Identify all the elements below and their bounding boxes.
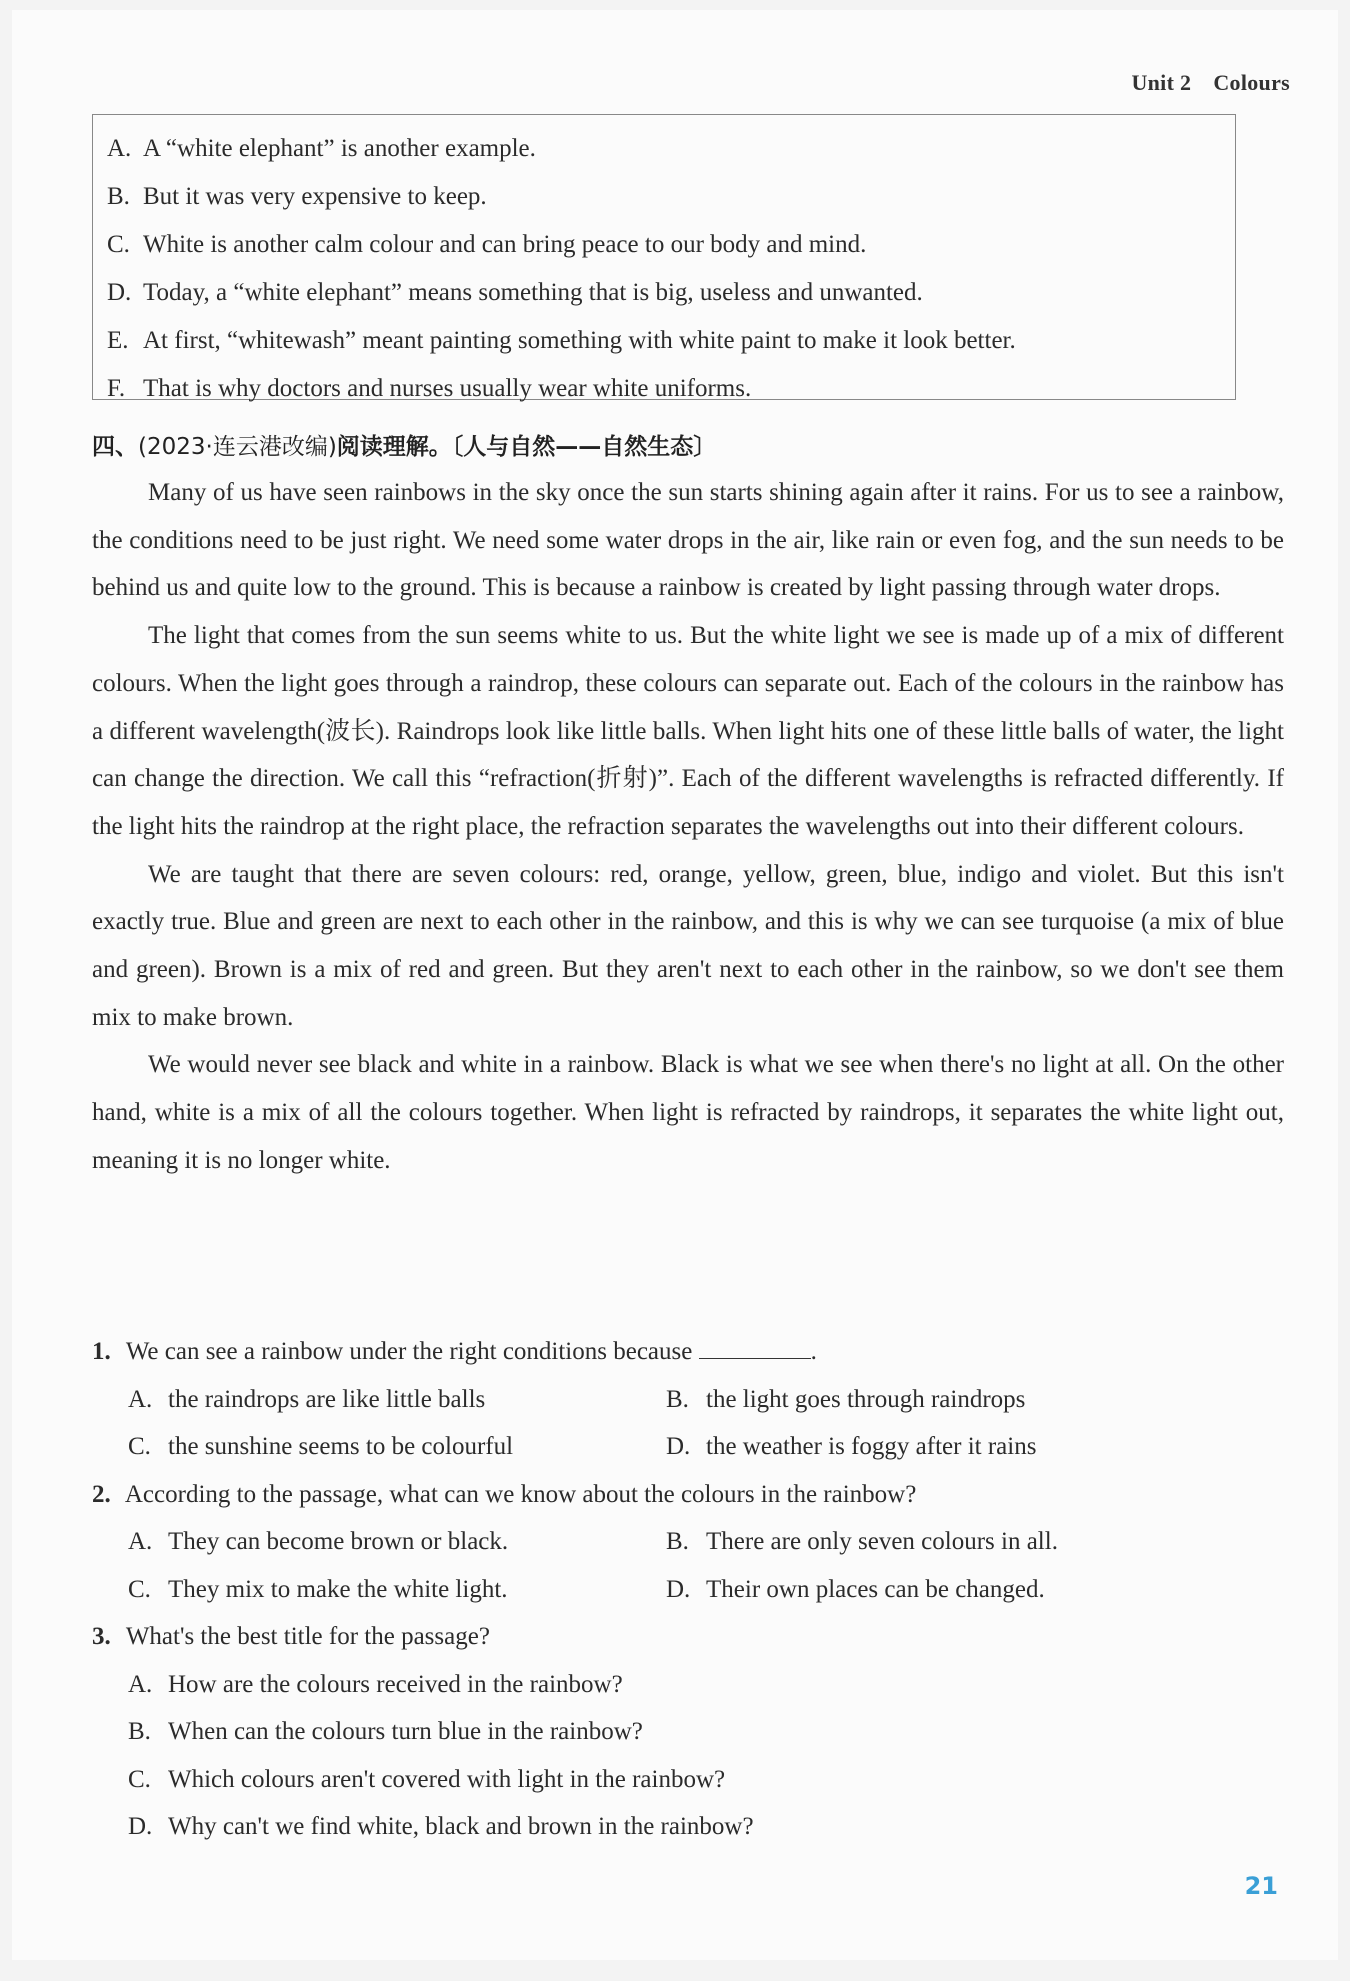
option-key: F.	[107, 375, 126, 402]
passage-paragraph: The light that comes from the sun seems white to us. But the white light we see is made up of a mix of different colours. When the light goes through a raindrop, these colours can separate out. Each of the colours in the rainbow has a different wavelength(波长). Raindrops look like little balls. When light hits one of these little balls of water, the light can change the direction. We call this “refraction(折射)”. Each of the different wavelengths is refracted differently. If the light hits the raindrop at the right place, the refraction separates the wavelengths out into their different colours.	[92, 622, 1284, 840]
passage-paragraph: We are taught that there are seven colours: red, orange, yellow, green, blue, indigo and violet. But this isn't exactly true. Blue and green are next to each other in the rainbow, and this is why we can see turquoise (a mix of blue and green). Brown is a mix of red and green. But they aren't next to each other in the rainbow, so we don't see them mix to make brown.	[92, 860, 1284, 1031]
question-number: 3.	[92, 1623, 111, 1650]
choice-key: D.	[666, 1433, 691, 1460]
choice-d[interactable]	[92, 1803, 1284, 1851]
option-key: A.	[107, 135, 132, 162]
choice-c[interactable]	[92, 1423, 666, 1471]
option-row	[107, 173, 1235, 221]
choice-text: They can become brown or black.	[168, 1528, 509, 1555]
choice-b[interactable]	[92, 1708, 1284, 1756]
page-header	[1131, 70, 1290, 96]
sentence-options-box	[92, 114, 1236, 400]
option-key: D.	[107, 279, 132, 306]
option-text: At first, “whitewash” meant painting something with white paint to make it look better.	[143, 327, 1016, 354]
choice-text: There are only seven colours in all.	[706, 1528, 1058, 1555]
question-number: 2.	[92, 1480, 111, 1508]
choice-text: Why can't we find white, black and brown in the rainbow?	[168, 1813, 754, 1840]
choice-text: the weather is foggy after it rains	[706, 1433, 1037, 1460]
option-row	[107, 125, 1235, 173]
choice-key: B.	[666, 1385, 689, 1413]
section-source: (2023·连云港改编)	[138, 434, 337, 460]
section-heading	[92, 428, 716, 461]
option-text: But it was very expensive to keep.	[143, 183, 487, 210]
choice-b[interactable]	[666, 1376, 1240, 1424]
choice-text: How are the colours received in the rainbow?	[168, 1670, 623, 1698]
option-key: E.	[107, 327, 129, 354]
options-row	[92, 1376, 1284, 1424]
option-key: B.	[107, 183, 130, 210]
options-row	[92, 1518, 1284, 1566]
choice-key: C.	[128, 1765, 151, 1793]
choice-text: When can the colours turn blue in the rainbow?	[168, 1718, 643, 1745]
section-main-title: 阅读理解。	[336, 434, 452, 460]
choice-key: B.	[666, 1528, 689, 1555]
choice-key: A.	[128, 1670, 153, 1698]
choice-text: Which colours aren't covered with light in the rainbow?	[168, 1765, 726, 1793]
choice-a[interactable]	[92, 1518, 666, 1566]
choice-text: the light goes through raindrops	[706, 1385, 1026, 1413]
answer-blank[interactable]	[699, 1338, 811, 1359]
unit-title: Colours	[1213, 70, 1290, 95]
choice-key: C.	[128, 1575, 151, 1603]
choice-key: D.	[666, 1575, 691, 1603]
passage-paragraph: Many of us have seen rainbows in the sky once the sun starts shining again after it rains. For us to see a rainbow, the conditions need to be just right. We need some water drops in the air, like rain or even fog, and the sun needs to be behind us and quite low to the ground. This is because a rainbow is created by light passing through water drops.	[92, 479, 1284, 602]
option-row	[107, 221, 1235, 269]
choice-key: D.	[128, 1813, 153, 1840]
option-text: Today, a “white elephant” means something that is big, useless and unwanted.	[143, 279, 923, 306]
option-text: That is why doctors and nurses usually wear white uniforms.	[143, 375, 752, 402]
option-text: A “white elephant” is another example.	[143, 135, 536, 162]
choice-a[interactable]	[92, 1376, 666, 1424]
choice-d[interactable]	[666, 1566, 1240, 1614]
choice-c[interactable]	[92, 1566, 666, 1614]
question-text: What's the best title for the passage?	[125, 1623, 490, 1650]
question-stem	[92, 1328, 1284, 1376]
choice-text: the raindrops are like little balls	[168, 1385, 486, 1413]
choice-c[interactable]	[92, 1756, 1284, 1804]
workbook-page	[12, 10, 1338, 1960]
options-row	[92, 1566, 1284, 1614]
choice-key: A.	[128, 1385, 153, 1413]
question-stem	[92, 1471, 1284, 1519]
choice-key: A.	[128, 1528, 153, 1555]
section-theme: 〔人与自然——自然生态〕	[451, 434, 717, 460]
option-key: C.	[107, 231, 130, 258]
choice-key: B.	[128, 1718, 151, 1745]
choice-key: C.	[128, 1433, 151, 1460]
question-text: According to the passage, what can we know about the colours in the rainbow?	[124, 1480, 917, 1508]
option-row	[107, 317, 1235, 365]
question-number: 1.	[92, 1338, 111, 1365]
section-prefix: 四、	[92, 434, 138, 460]
choice-a[interactable]	[92, 1661, 1284, 1709]
unit-label: Unit 2	[1131, 70, 1192, 95]
choice-text: Their own places can be changed.	[706, 1575, 1045, 1603]
question-stem	[92, 1613, 1284, 1661]
page-number: 21	[1244, 1872, 1278, 1900]
option-row	[107, 365, 1235, 413]
choice-b[interactable]	[666, 1518, 1240, 1566]
choice-text: They mix to make the white light.	[168, 1575, 508, 1603]
question-list	[92, 1328, 1284, 1851]
passage-paragraph: We would never see black and white in a rainbow. Black is what we see when there's no light at all. On the other hand, white is a mix of all the colours together. When light is refracted by raindrops, it separates the white light out, meaning it is no longer white.	[92, 1051, 1284, 1174]
option-text: White is another calm colour and can bring peace to our body and mind.	[143, 231, 867, 258]
question-end: .	[810, 1338, 817, 1365]
choice-d[interactable]	[666, 1423, 1240, 1471]
options-row	[92, 1423, 1284, 1471]
option-row	[107, 269, 1235, 317]
question-text: We can see a rainbow under the right conditions because	[125, 1338, 693, 1365]
reading-passage	[92, 469, 1284, 1185]
choice-text: the sunshine seems to be colourful	[168, 1433, 514, 1460]
